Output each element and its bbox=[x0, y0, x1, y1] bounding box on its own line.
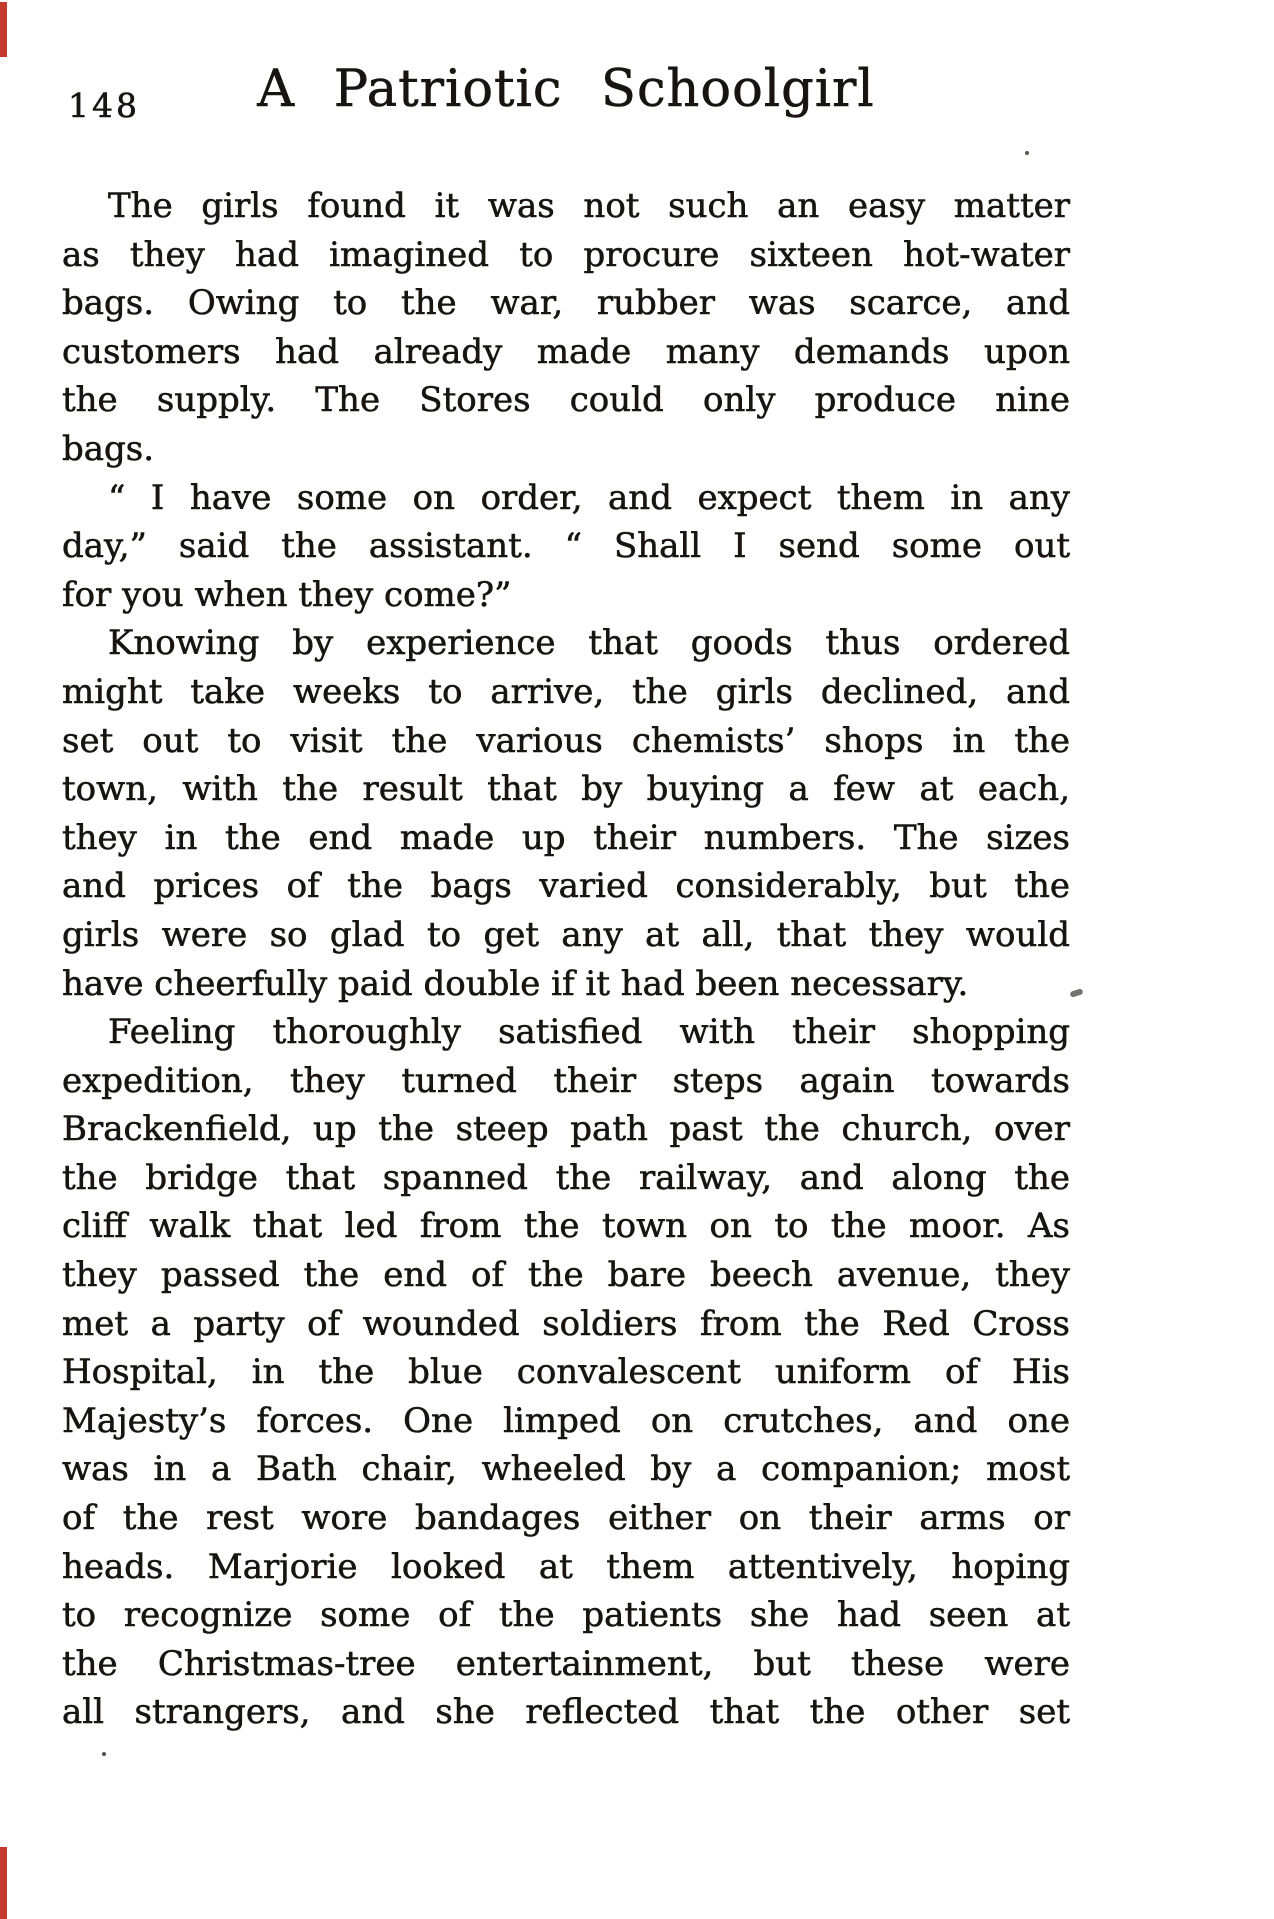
text-line: set out to visit the various chemists’ shops in the bbox=[62, 720, 1070, 761]
paragraph bbox=[62, 619, 1070, 1008]
text-block bbox=[62, 182, 1070, 1737]
text-line: have cheerfully paid double if it had been necessary. bbox=[62, 963, 969, 1004]
text-line: customers had already made many demands upon bbox=[62, 331, 1070, 372]
text-line: the Christmas-tree entertainment, but these were bbox=[62, 1643, 1070, 1684]
text-line: cliff walk that led from the town on to the moor. As bbox=[62, 1206, 1070, 1247]
text-line: expedition, they turned their steps again towards bbox=[62, 1060, 1070, 1101]
text-line: for you when they come?” bbox=[62, 574, 512, 615]
text-line: as they had imagined to procure sixteen hot-water bbox=[62, 234, 1070, 275]
text-line: bags. bbox=[62, 428, 155, 469]
text-line: the bridge that spanned the railway, and along the bbox=[62, 1157, 1070, 1198]
page-title: A Patriotic Schoolgirl bbox=[257, 60, 875, 119]
page-number: 148 bbox=[68, 86, 140, 125]
text-line: met a party of wounded soldiers from the Red Cross bbox=[62, 1303, 1070, 1344]
red-edge-mark-top bbox=[0, 2, 7, 57]
text-line: they in the end made up their numbers. The sizes bbox=[62, 817, 1070, 858]
text-line: might take weeks to arrive, the girls declined, and bbox=[62, 671, 1070, 712]
red-edge-mark-bottom bbox=[0, 1847, 7, 1919]
text-line: Brackenfield, up the steep path past the church, over bbox=[62, 1109, 1070, 1150]
text-line: of the rest wore bandages either on their arms or bbox=[62, 1498, 1070, 1539]
text-line: the supply. The Stores could only produce nine bbox=[62, 380, 1070, 421]
scan-speck bbox=[1069, 988, 1083, 998]
text-line: Knowing by experience that goods thus ordered bbox=[108, 623, 1070, 664]
text-line: was in a Bath chair, wheeled by a companion; most bbox=[62, 1449, 1070, 1490]
scan-speck bbox=[1025, 151, 1029, 155]
text-line: heads. Marjorie looked at them attentively, hoping bbox=[62, 1546, 1070, 1587]
text-line: bags. Owing to the war, rubber was scarce, and bbox=[62, 283, 1070, 324]
scan-speck bbox=[102, 1752, 106, 1756]
text-line: day,” said the assistant. “ Shall I send some out bbox=[62, 526, 1070, 567]
text-line: town, with the result that by buying a few at each, bbox=[62, 769, 1070, 810]
paragraph bbox=[62, 474, 1070, 620]
text-line: girls were so glad to get any at all, that they would bbox=[62, 914, 1070, 955]
text-line: to recognize some of the patients she had seen at bbox=[62, 1595, 1070, 1636]
paragraph bbox=[62, 182, 1070, 474]
text-line: Feeling thoroughly satisfied with their shopping bbox=[108, 1012, 1070, 1053]
text-line: they passed the end of the bare beech avenue, they bbox=[62, 1255, 1070, 1296]
text-line: “ I have some on order, and expect them in any bbox=[108, 477, 1070, 518]
paragraph bbox=[62, 1008, 1070, 1737]
text-line: Majesty’s forces. One limped on crutches, and one bbox=[62, 1400, 1070, 1441]
text-line: all strangers, and she reflected that the other set bbox=[62, 1692, 1070, 1733]
page-header bbox=[62, 52, 1070, 152]
text-line: Hospital, in the blue convalescent uniform of His bbox=[62, 1352, 1070, 1393]
text-line: The girls found it was not such an easy matter bbox=[108, 186, 1070, 226]
text-line: and prices of the bags varied considerably, but the bbox=[62, 866, 1070, 907]
